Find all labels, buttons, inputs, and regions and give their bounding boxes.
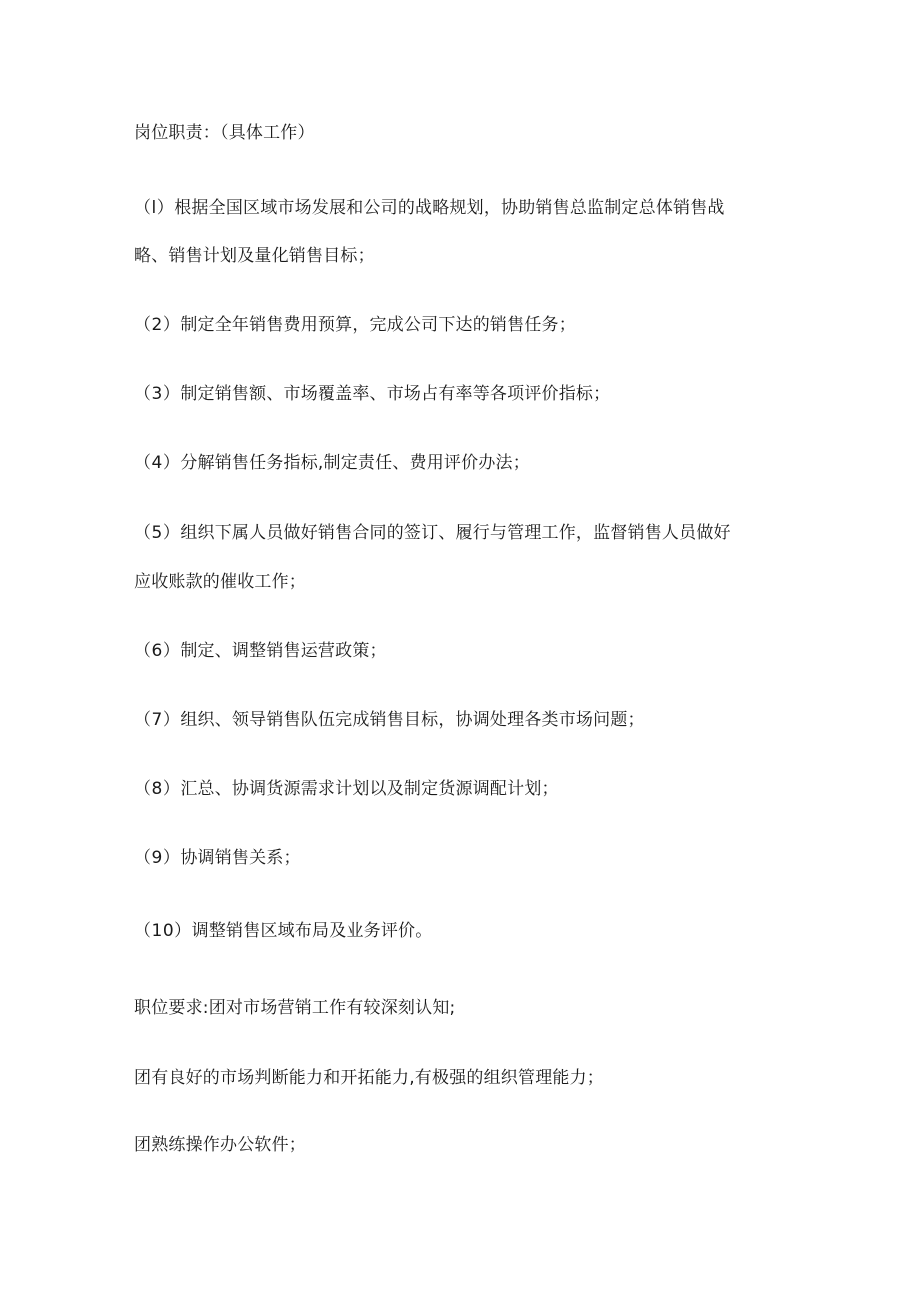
duty-item-5-line-1 xyxy=(134,521,794,545)
requirement-line-1: 职位要求:团对市场营销工作有较深刻认知; xyxy=(134,998,456,1018)
duty-item-2 xyxy=(134,313,794,337)
duty-item-1-line-2: 略、销售计划及量化销售目标； xyxy=(134,246,375,266)
duty-item-4-number: （4） xyxy=(134,453,181,473)
duty-item-3 xyxy=(134,382,794,406)
duty-item-9-number: （9） xyxy=(134,848,181,868)
duty-item-2-number: （2） xyxy=(134,315,181,335)
duty-item-2-text: 制定全年销售费用预算，完成公司下达的销售任务； xyxy=(180,315,576,335)
duty-item-4-text: 分解销售任务指标,制定责任、费用评价办法； xyxy=(180,453,530,473)
duty-item-1-number: （l） xyxy=(134,198,175,218)
duty-item-8-number: （8） xyxy=(134,779,181,799)
duty-item-8-text: 汇总、协调货源需求计划以及制定货源调配计划； xyxy=(180,779,559,799)
duty-item-9 xyxy=(134,846,794,870)
duties-heading: 岗位职责：（具体工作） xyxy=(134,123,315,143)
duty-item-10-text: 调整销售区域布局及业务评价。 xyxy=(191,921,433,941)
duty-item-7-number: （7） xyxy=(134,710,181,730)
duty-item-7 xyxy=(134,708,794,732)
duty-item-6 xyxy=(134,639,794,663)
duty-item-5-line-2: 应收账款的催收工作； xyxy=(134,572,306,592)
duty-item-9-text: 协调销售关系； xyxy=(180,848,301,868)
duty-item-3-number: （3） xyxy=(134,384,181,404)
requirement-line-3: 团熟练操作办公软件； xyxy=(134,1135,306,1155)
duty-item-10-number: （10） xyxy=(134,921,192,941)
duty-item-1-text: 根据全国区域市场发展和公司的战略规划，协助销售总监制定总体销售战 xyxy=(174,198,725,218)
duty-item-5-text: 组织下属人员做好销售合同的签订、履行与管理工作，监督销售人员做好 xyxy=(180,523,731,543)
duty-item-3-text: 制定销售额、市场覆盖率、市场占有率等各项评价指标； xyxy=(180,384,611,404)
duty-item-6-text: 制定、调整销售运营政策； xyxy=(180,641,387,661)
duty-item-4 xyxy=(134,451,794,475)
duty-item-8 xyxy=(134,777,794,801)
requirement-line-2: 团有良好的市场判断能力和开拓能力,有极强的组织管理能力； xyxy=(134,1068,605,1088)
duty-item-5-number: （5） xyxy=(134,523,181,543)
duty-item-10 xyxy=(134,919,794,943)
duty-item-1-line-1 xyxy=(134,196,794,220)
duty-item-6-number: （6） xyxy=(134,641,181,661)
duty-item-7-text: 组织、领导销售队伍完成销售目标，协调处理各类市场问题； xyxy=(180,710,645,730)
